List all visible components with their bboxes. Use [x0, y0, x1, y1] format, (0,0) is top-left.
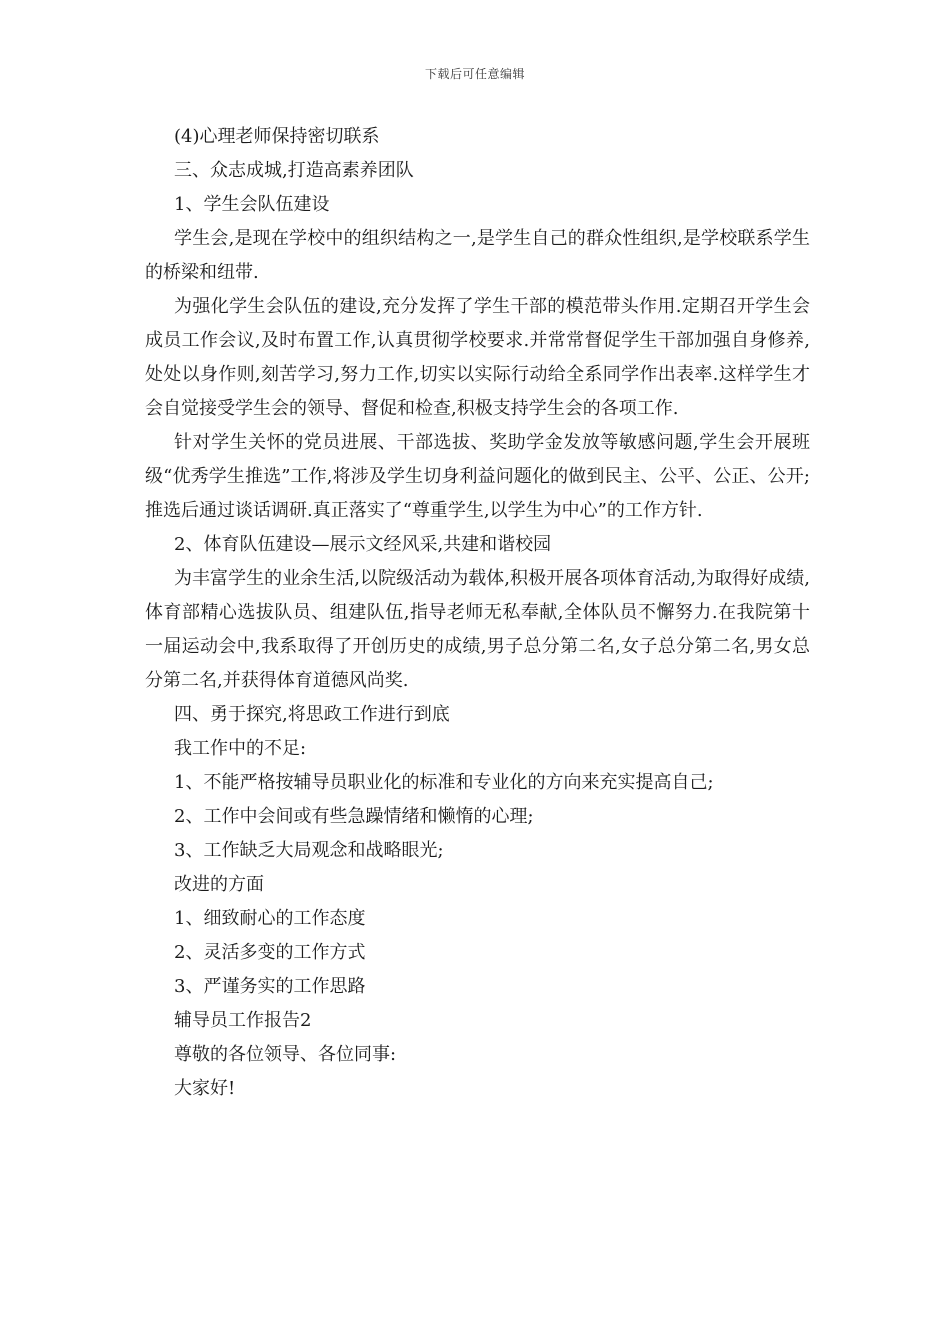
list-item: 2、工作中会间或有些急躁情绪和懒惰的心理; — [174, 806, 534, 827]
page-header: 下载后可任意编辑 — [424, 67, 525, 81]
list-item: 3、严谨务实的工作思路 — [174, 976, 366, 997]
list-item: 3、工作缺乏大局观念和战略眼光; — [174, 840, 444, 861]
paragraph: 针对学生关怀的党员进展、干部选拔、奖助学金发放等敏感问题,学生会开展班级“优秀学生推选”工作,将涉及学生切身利益问题化的做到民主、公平、公正、公开;推选后通过谈话调研.真正落实了“尊重学生,以学生为中心”的工作方针. — [145, 432, 810, 521]
paragraph: 为丰富学生的业余生活,以院级活动为载体,积极开展各项体育活动,为取得好成绩,体育部精心选拔队员、组建队伍,指导老师无私奉献,全体队员不懈努力.在我院第十一届运动会中,我系取得了开创历史的成绩,男子总分第二名,女子总分第二名,男女总分第二名,并获得体育道德风尚奖. — [145, 568, 810, 691]
list-heading: 改进的方面 — [174, 874, 264, 895]
document-body — [145, 120, 810, 1106]
salutation: 尊敬的各位领导、各位同事: — [174, 1044, 397, 1065]
list-item: 2、灵活多变的工作方式 — [174, 942, 366, 963]
report-title: 辅导员工作报告2 — [174, 1010, 312, 1031]
paragraph: (4)心理老师保持密切联系 — [174, 126, 380, 147]
paragraph: 为强化学生会队伍的建设,充分发挥了学生干部的模范带头作用.定期召开学生会成员工作会议,及时布置工作,认真贯彻学校要求.并常常督促学生干部加强自身修养,处处以身作则,刻苦学习,努力工作,切实以实际行动给全系同学作出表率.这样学生才会自觉接受学生会的领导、督促和检查,积极支持学生会的各项工作. — [145, 296, 810, 419]
greeting: 大家好! — [174, 1078, 236, 1099]
section-heading: 四、勇于探究,将思政工作进行到底 — [174, 704, 450, 725]
list-item: 1、细致耐心的工作态度 — [174, 908, 366, 929]
section-heading: 三、众志成城,打造高素养团队 — [174, 160, 414, 181]
list-heading: 我工作中的不足: — [174, 738, 307, 759]
subsection-heading: 2、体育队伍建设—展示文经风采,共建和谐校园 — [174, 534, 552, 555]
paragraph: 学生会,是现在学校中的组织结构之一,是学生自己的群众性组织,是学校联系学生的桥梁和纽带. — [145, 228, 810, 283]
list-item: 1、不能严格按辅导员职业化的标准和专业化的方向来充实提高自己; — [174, 772, 714, 793]
subsection-heading: 1、学生会队伍建设 — [174, 194, 330, 215]
